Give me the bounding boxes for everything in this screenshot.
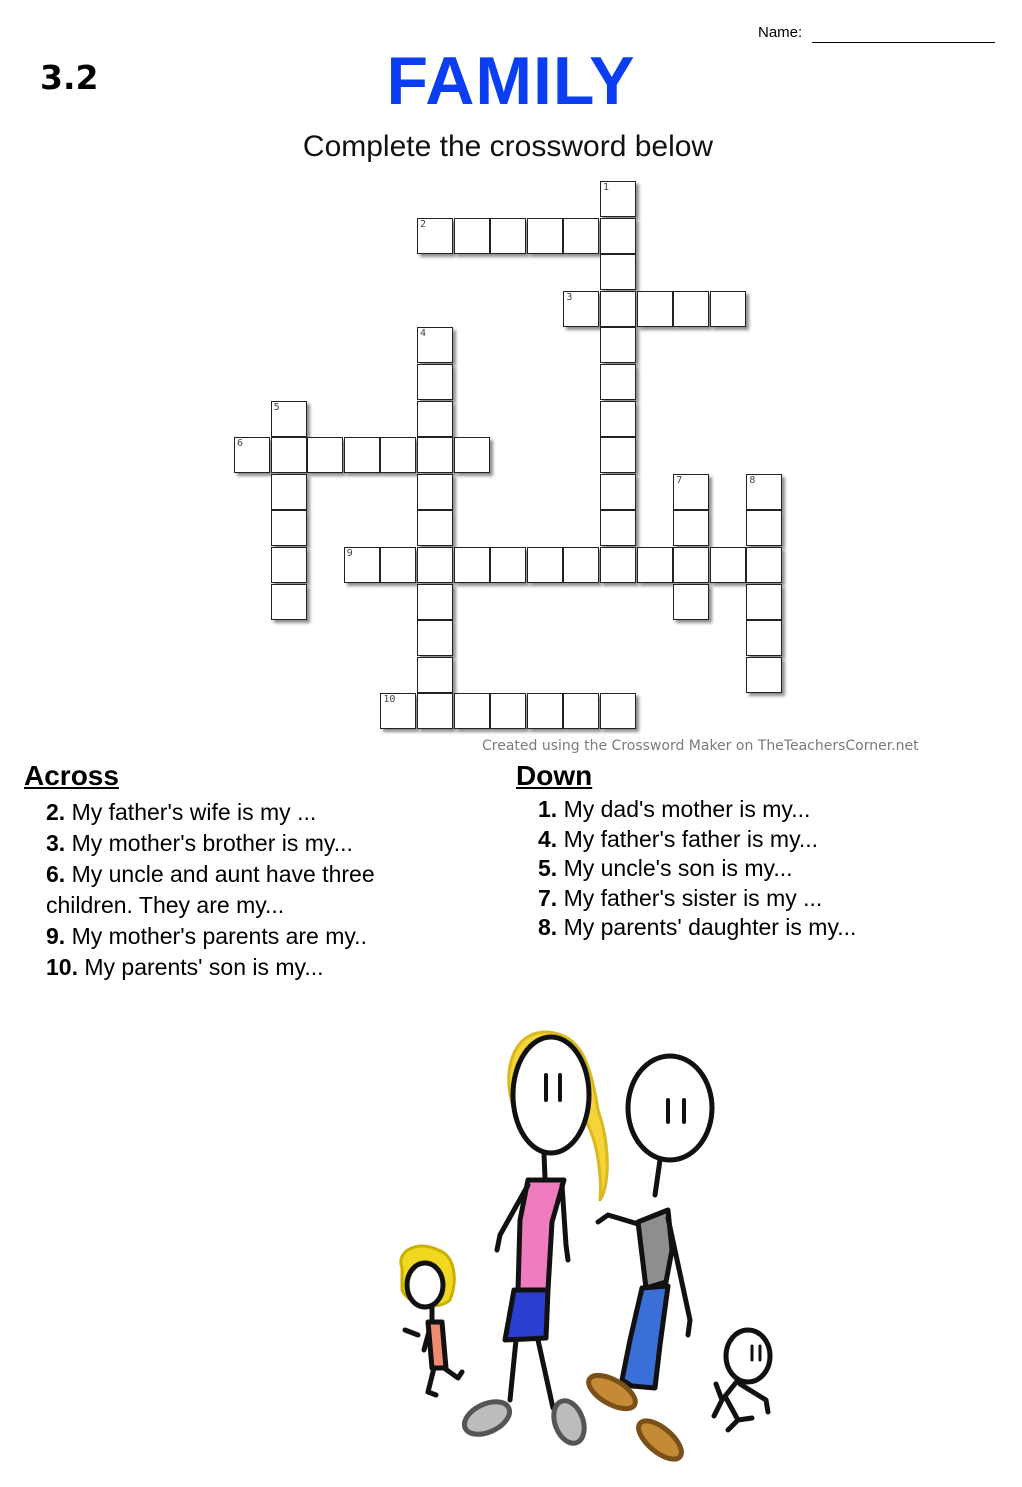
crossword-cell[interactable] xyxy=(417,657,453,693)
across-heading: Across xyxy=(24,760,119,791)
crossword-cell[interactable] xyxy=(417,218,453,254)
crossword-cell[interactable] xyxy=(600,510,636,546)
crossword-cell[interactable] xyxy=(563,693,599,729)
crossword-cell[interactable] xyxy=(600,218,636,254)
clue-down-7 xyxy=(538,884,958,914)
clue-text: My dad's mother is my... xyxy=(557,796,811,822)
mother-shoe xyxy=(459,1395,514,1441)
crossword-cell[interactable] xyxy=(746,547,782,583)
crossword-cell[interactable] xyxy=(417,327,453,363)
crossword-cell[interactable] xyxy=(600,254,636,290)
crossword-cell[interactable] xyxy=(600,291,636,327)
clue-number: 5. xyxy=(538,855,558,881)
down-clue-list xyxy=(538,795,958,943)
crossword-cell[interactable] xyxy=(746,510,782,546)
mother-shirt xyxy=(518,1180,564,1290)
crossword-cell[interactable] xyxy=(271,474,307,510)
crossword-cell[interactable] xyxy=(637,547,673,583)
crossword-cell[interactable] xyxy=(271,437,307,473)
crossword-cell[interactable] xyxy=(417,437,453,473)
crossword-cell[interactable] xyxy=(380,437,416,473)
crossword-cell[interactable] xyxy=(490,547,526,583)
crossword-cell[interactable] xyxy=(271,547,307,583)
crossword-cell[interactable] xyxy=(271,510,307,546)
clue-number: 10. xyxy=(46,954,78,980)
crossword-cell[interactable] xyxy=(417,584,453,620)
crossword-cell[interactable] xyxy=(380,547,416,583)
clue-text: My uncle and aunt have three children. They are my... xyxy=(46,861,375,918)
clue-number: 8. xyxy=(538,914,558,940)
crossword-cell[interactable] xyxy=(563,291,599,327)
mother-skirt xyxy=(505,1290,548,1340)
clue-number-label: 7 xyxy=(676,474,683,486)
clue-text: My father's father is my... xyxy=(557,825,819,852)
name-label: Name: xyxy=(758,24,803,41)
crossword-cell[interactable] xyxy=(417,693,453,729)
crossword-cell[interactable] xyxy=(417,364,453,400)
crossword-cell[interactable] xyxy=(490,693,526,729)
father-pants xyxy=(622,1286,668,1388)
down-heading: Down xyxy=(516,760,593,791)
crossword-credit: Created using the Crossword Maker on TheTeachersCorner.net xyxy=(482,738,919,754)
crossword-cell[interactable] xyxy=(600,693,636,729)
left-child-shirt xyxy=(428,1322,446,1368)
crossword-cell[interactable] xyxy=(563,218,599,254)
clue-number-label: 4 xyxy=(420,328,427,340)
crossword-cell[interactable] xyxy=(600,547,636,583)
crossword-cell[interactable] xyxy=(710,547,746,583)
clue-text: My mother's brother is my... xyxy=(65,830,353,856)
crossword-cell[interactable] xyxy=(600,401,636,437)
crossword-cell[interactable] xyxy=(271,401,307,437)
crossword-cell[interactable] xyxy=(673,584,709,620)
clue-down-4 xyxy=(538,825,958,855)
crossword-cell[interactable] xyxy=(563,547,599,583)
clue-across-3 xyxy=(46,828,446,859)
left-child-head xyxy=(407,1263,443,1307)
crossword-cell[interactable] xyxy=(234,437,270,473)
clue-text: My parents' daughter is my... xyxy=(557,914,857,940)
crossword-cell[interactable] xyxy=(600,364,636,400)
crossword-cell[interactable] xyxy=(380,693,416,729)
clue-text: My father's wife is my ... xyxy=(65,799,317,825)
crossword-cell[interactable] xyxy=(600,474,636,510)
crossword-cell[interactable] xyxy=(673,510,709,546)
crossword-cell[interactable] xyxy=(454,218,490,254)
clue-number: 4. xyxy=(538,825,558,852)
crossword-cell[interactable] xyxy=(417,474,453,510)
crossword-cell[interactable] xyxy=(417,401,453,437)
crossword-cell[interactable] xyxy=(746,474,782,510)
crossword-cell[interactable] xyxy=(307,437,343,473)
crossword-cell[interactable] xyxy=(673,474,709,510)
crossword-cell[interactable] xyxy=(710,291,746,327)
crossword-cell[interactable] xyxy=(637,291,673,327)
clue-text: My uncle's son is my... xyxy=(557,855,793,881)
clue-number-label: 10 xyxy=(383,694,396,706)
crossword-cell[interactable] xyxy=(600,437,636,473)
clue-down-8 xyxy=(538,913,958,943)
crossword-cell[interactable] xyxy=(527,218,563,254)
crossword-cell[interactable] xyxy=(344,547,380,583)
clue-number-label: 9 xyxy=(346,548,353,559)
sheet-number: 3.2 xyxy=(40,58,99,97)
clue-across-9 xyxy=(46,921,446,952)
crossword-cell[interactable] xyxy=(271,584,307,620)
clue-text: My father's sister is my ... xyxy=(557,884,823,911)
crossword-cell[interactable] xyxy=(417,620,453,656)
right-child-head xyxy=(726,1330,770,1382)
clue-across-10 xyxy=(46,952,446,983)
clue-number: 3. xyxy=(46,830,66,856)
clue-across-6 xyxy=(46,859,446,921)
crossword-cell[interactable] xyxy=(527,547,563,583)
crossword-cell[interactable] xyxy=(417,547,453,583)
across-clue-list xyxy=(46,797,446,983)
clue-across-2 xyxy=(46,797,446,828)
clue-number: 9. xyxy=(46,923,66,949)
clue-down-1 xyxy=(538,795,958,825)
clue-number: 1. xyxy=(538,796,558,822)
clue-number: 2. xyxy=(46,799,66,825)
page-subtitle: Complete the crossword below xyxy=(302,130,714,163)
crossword-cell[interactable] xyxy=(673,291,709,327)
crossword-cell[interactable] xyxy=(454,437,490,473)
stick-figure-family-icon xyxy=(380,1020,800,1475)
crossword-cell[interactable] xyxy=(454,693,490,729)
clue-number: 6. xyxy=(46,861,66,887)
clue-down-5 xyxy=(538,854,958,884)
crossword-cell[interactable] xyxy=(746,620,782,656)
crossword-cell[interactable] xyxy=(454,547,490,583)
clue-number: 7. xyxy=(538,884,558,911)
crossword-cell[interactable] xyxy=(344,437,380,473)
clue-number-label: 2 xyxy=(420,218,427,230)
crossword-cell[interactable] xyxy=(490,218,526,254)
clue-number-label: 6 xyxy=(237,438,244,450)
clue-number-label: 1 xyxy=(603,182,610,193)
crossword-cell[interactable] xyxy=(746,584,782,620)
crossword-cell[interactable] xyxy=(746,657,782,693)
crossword-cell[interactable] xyxy=(600,327,636,363)
crossword-cell[interactable] xyxy=(600,181,636,217)
crossword-cell[interactable] xyxy=(527,693,563,729)
mother-head xyxy=(513,1037,589,1153)
crossword-cell[interactable] xyxy=(673,547,709,583)
clue-number-label: 8 xyxy=(749,474,756,486)
crossword-cell[interactable] xyxy=(417,510,453,546)
page-title: FAMILY xyxy=(386,43,636,119)
clue-number-label: 3 xyxy=(566,291,573,303)
clue-number-label: 5 xyxy=(273,401,280,413)
clue-text: My parents' son is my... xyxy=(77,954,324,980)
clue-text: My mother's parents are my.. xyxy=(65,923,367,949)
